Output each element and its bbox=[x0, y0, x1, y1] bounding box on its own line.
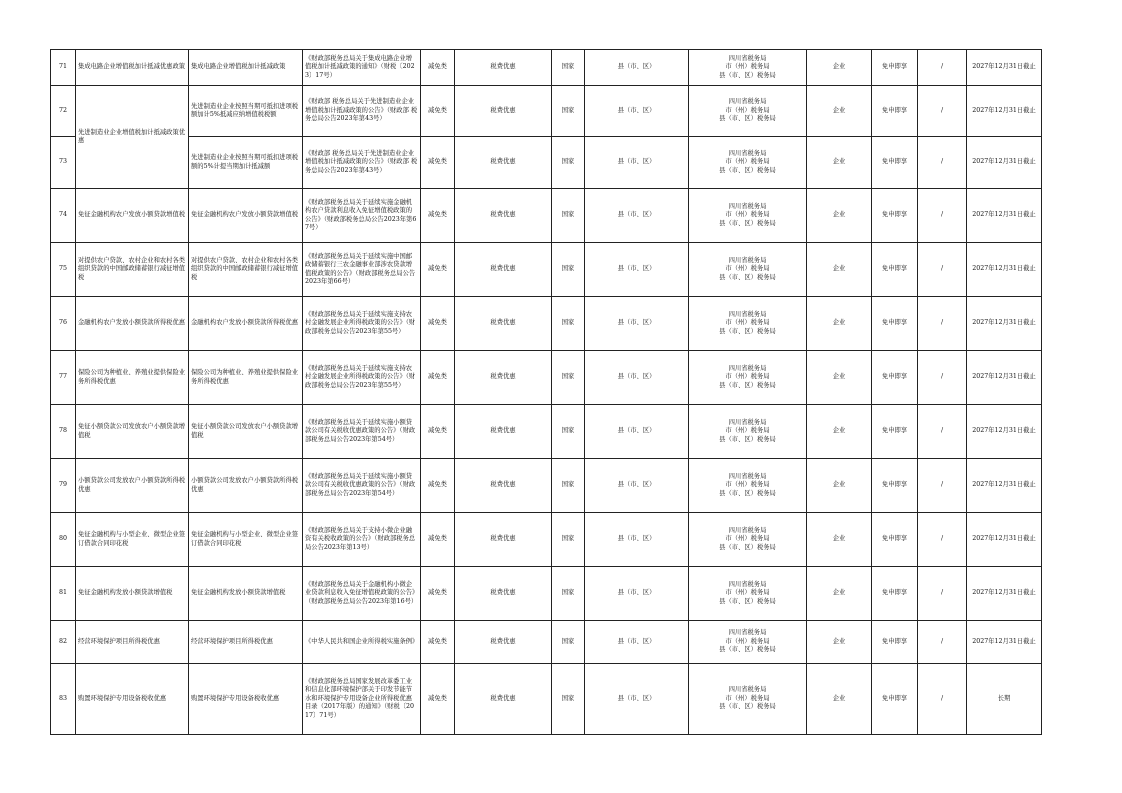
policy-basis-cell: 《财政部税务总局关于延续实施支持农村金融发展企业所得税政策的公告》（财政部税务总局公告2023年第55号） bbox=[303, 297, 421, 351]
target-group-cell: 企业 bbox=[807, 243, 872, 297]
project-name-cell: 金融机构农户发放小额贷款所得税优惠 bbox=[76, 297, 189, 351]
amount-cell: / bbox=[918, 405, 967, 459]
sub-item-cell: 对提供农户贷款、农村企业和农村各类组织贷款的中国邮政储蓄银行减征增值税 bbox=[189, 243, 303, 297]
table-row bbox=[51, 137, 1042, 189]
policy-basis-cell: 《财政部税务总局国家发展改革委工业和信息化部环境保护部关于印发节能节水和环境保护专用设备企业所得税优惠目录（2017年版）的通知》（财税〔2017〕71号） bbox=[303, 664, 421, 735]
handling-mode-cell: 免申即享 bbox=[872, 664, 918, 735]
authority-cell: 四川省税务局 市（州）税务局 县（市、区）税务局 bbox=[689, 567, 807, 621]
authority-cell: 四川省税务局 市（州）税务局 县（市、区）税务局 bbox=[689, 243, 807, 297]
policy-type-cell: 减免类 bbox=[421, 189, 455, 243]
region-level-cell: 县（市、区） bbox=[585, 513, 689, 567]
region-level-cell: 县（市、区） bbox=[585, 137, 689, 189]
sub-item-cell: 集成电路企业增值税加计抵减政策 bbox=[189, 50, 303, 86]
policy-level-cell: 国家 bbox=[552, 137, 585, 189]
policy-level-cell: 国家 bbox=[552, 621, 585, 664]
project-name-cell: 保险公司为种植业、养殖业提供保险业务所得税优惠 bbox=[76, 351, 189, 405]
target-group-cell: 企业 bbox=[807, 50, 872, 86]
policy-basis-cell: 《中华人民共和国企业所得税实施条例》 bbox=[303, 621, 421, 664]
row-number-cell: 78 bbox=[51, 405, 76, 459]
region-level-cell: 县（市、区） bbox=[585, 86, 689, 137]
row-number-cell: 74 bbox=[51, 189, 76, 243]
sub-item-cell: 免征金融机构发放小额贷款增值税 bbox=[189, 567, 303, 621]
project-name-cell: 购置环境保护专用设备税收优惠 bbox=[76, 664, 189, 735]
project-name-cell: 免征金融机构与小型企业、微型企业签订借款合同印花税 bbox=[76, 513, 189, 567]
row-number-cell: 83 bbox=[51, 664, 76, 735]
policy-category-cell: 税费优惠 bbox=[455, 664, 552, 735]
policy-category-cell: 税费优惠 bbox=[455, 621, 552, 664]
policy-level-cell: 国家 bbox=[552, 86, 585, 137]
sub-item-cell: 先进制造业企业按照当期可抵扣进项税额的5%计提当期加计抵减额 bbox=[189, 137, 303, 189]
handling-mode-cell: 免申即享 bbox=[872, 297, 918, 351]
policy-type-cell: 减免类 bbox=[421, 664, 455, 735]
sub-item-cell: 金融机构农户发放小额贷款所得税优惠 bbox=[189, 297, 303, 351]
amount-cell: / bbox=[918, 351, 967, 405]
policy-category-cell: 税费优惠 bbox=[455, 297, 552, 351]
authority-cell: 四川省税务局 市（州）税务局 县（市、区）税务局 bbox=[689, 137, 807, 189]
sub-item-cell: 免征金融机构与小型企业、微型企业签订借款合同印花税 bbox=[189, 513, 303, 567]
policy-basis-cell: 《财政部 税务总局关于先进制造业企业增值税加计抵减政策的公告》（财政部 税务总局公告2023年第43号） bbox=[303, 86, 421, 137]
policy-table bbox=[50, 49, 1042, 735]
target-group-cell: 企业 bbox=[807, 137, 872, 189]
row-number-cell: 82 bbox=[51, 621, 76, 664]
sub-item-cell: 免征金融机构农户发放小额贷款增值税 bbox=[189, 189, 303, 243]
region-level-cell: 县（市、区） bbox=[585, 664, 689, 735]
handling-mode-cell: 免申即享 bbox=[872, 50, 918, 86]
policy-type-cell: 减免类 bbox=[421, 137, 455, 189]
project-name-cell: 免征小额贷款公司发放农户小额贷款增值税 bbox=[76, 405, 189, 459]
policy-category-cell: 税费优惠 bbox=[455, 50, 552, 86]
policy-type-cell: 减免类 bbox=[421, 50, 455, 86]
amount-cell: / bbox=[918, 664, 967, 735]
deadline-cell: 2027年12月31日截止 bbox=[967, 297, 1042, 351]
sub-item-cell: 先进制造业企业按照当期可抵扣进项税额加计5%抵减应纳增值税税额 bbox=[189, 86, 303, 137]
target-group-cell: 企业 bbox=[807, 189, 872, 243]
authority-cell: 四川省税务局 市（州）税务局 县（市、区）税务局 bbox=[689, 50, 807, 86]
target-group-cell: 企业 bbox=[807, 405, 872, 459]
region-level-cell: 县（市、区） bbox=[585, 459, 689, 513]
table-body bbox=[51, 50, 1042, 735]
deadline-cell: 长期 bbox=[967, 664, 1042, 735]
row-number-cell: 79 bbox=[51, 459, 76, 513]
handling-mode-cell: 免申即享 bbox=[872, 513, 918, 567]
deadline-cell: 2027年12月31日截止 bbox=[967, 405, 1042, 459]
table-row bbox=[51, 621, 1042, 664]
policy-type-cell: 减免类 bbox=[421, 405, 455, 459]
authority-cell: 四川省税务局 市（州）税务局 县（市、区）税务局 bbox=[689, 297, 807, 351]
policy-level-cell: 国家 bbox=[552, 189, 585, 243]
row-number-cell: 73 bbox=[51, 137, 76, 189]
amount-cell: / bbox=[918, 243, 967, 297]
sub-item-cell: 免征小额贷款公司发放农户小额贷款增值税 bbox=[189, 405, 303, 459]
amount-cell: / bbox=[918, 86, 967, 137]
row-number-cell: 80 bbox=[51, 513, 76, 567]
authority-cell: 四川省税务局 市（州）税务局 县（市、区）税务局 bbox=[689, 459, 807, 513]
policy-type-cell: 减免类 bbox=[421, 351, 455, 405]
authority-cell: 四川省税务局 市（州）税务局 县（市、区）税务局 bbox=[689, 513, 807, 567]
handling-mode-cell: 免申即享 bbox=[872, 405, 918, 459]
project-name-cell: 小额贷款公司发放农户小额贷款所得税优惠 bbox=[76, 459, 189, 513]
row-number-cell: 77 bbox=[51, 351, 76, 405]
policy-category-cell: 税费优惠 bbox=[455, 86, 552, 137]
policy-level-cell: 国家 bbox=[552, 513, 585, 567]
handling-mode-cell: 免申即享 bbox=[872, 86, 918, 137]
amount-cell: / bbox=[918, 50, 967, 86]
policy-basis-cell: 《财政部税务总局关于延续实施金融机构农户贷款利息收入免征增值税政策的公告》（财政部税务总局公告2023年第67号） bbox=[303, 189, 421, 243]
table-row bbox=[51, 189, 1042, 243]
policy-category-cell: 税费优惠 bbox=[455, 189, 552, 243]
table-row bbox=[51, 459, 1042, 513]
authority-cell: 四川省税务局 市（州）税务局 县（市、区）税务局 bbox=[689, 189, 807, 243]
deadline-cell: 2027年12月31日截止 bbox=[967, 621, 1042, 664]
target-group-cell: 企业 bbox=[807, 459, 872, 513]
table-row bbox=[51, 86, 1042, 137]
target-group-cell: 企业 bbox=[807, 86, 872, 137]
policy-category-cell: 税费优惠 bbox=[455, 243, 552, 297]
table-row bbox=[51, 351, 1042, 405]
policy-level-cell: 国家 bbox=[552, 405, 585, 459]
amount-cell: / bbox=[918, 621, 967, 664]
policy-level-cell: 国家 bbox=[552, 567, 585, 621]
region-level-cell: 县（市、区） bbox=[585, 567, 689, 621]
target-group-cell: 企业 bbox=[807, 567, 872, 621]
project-name-cell: 先进制造业企业增值税加计抵减政策优惠 bbox=[76, 86, 189, 189]
row-number-cell: 72 bbox=[51, 86, 76, 137]
authority-cell: 四川省税务局 市（州）税务局 县（市、区）税务局 bbox=[689, 86, 807, 137]
region-level-cell: 县（市、区） bbox=[585, 189, 689, 243]
policy-type-cell: 减免类 bbox=[421, 459, 455, 513]
target-group-cell: 企业 bbox=[807, 513, 872, 567]
table-row bbox=[51, 567, 1042, 621]
region-level-cell: 县（市、区） bbox=[585, 297, 689, 351]
amount-cell: / bbox=[918, 189, 967, 243]
region-level-cell: 县（市、区） bbox=[585, 405, 689, 459]
target-group-cell: 企业 bbox=[807, 621, 872, 664]
deadline-cell: 2027年12月31日截止 bbox=[967, 459, 1042, 513]
policy-basis-cell: 《财政部税务总局关于支持小微企业融资有关税收政策的公告》（财政部税务总局公告2023年第13号） bbox=[303, 513, 421, 567]
policy-level-cell: 国家 bbox=[552, 459, 585, 513]
table-row bbox=[51, 664, 1042, 735]
authority-cell: 四川省税务局 市（州）税务局 县（市、区）税务局 bbox=[689, 405, 807, 459]
policy-basis-cell: 《财政部税务总局关于延续实施小额贷款公司有关税收优惠政策的公告》（财政部税务总局公告2023年第54号） bbox=[303, 405, 421, 459]
region-level-cell: 县（市、区） bbox=[585, 243, 689, 297]
project-name-cell: 免征金融机构农户发放小额贷款增值税 bbox=[76, 189, 189, 243]
project-name-cell: 集成电路企业增值税加计抵减优惠政策 bbox=[76, 50, 189, 86]
amount-cell: / bbox=[918, 459, 967, 513]
policy-basis-cell: 《财政部税务总局关于延续实施支持农村金融发展企业所得税政策的公告》（财政部税务总局公告2023年第55号） bbox=[303, 351, 421, 405]
policy-level-cell: 国家 bbox=[552, 351, 585, 405]
row-number-cell: 81 bbox=[51, 567, 76, 621]
policy-basis-cell: 《财政部税务总局关于集成电路企业增值税加计抵减政策的通知》（财税〔2023〕17号） bbox=[303, 50, 421, 86]
sub-item-cell: 保险公司为种植业、养殖业提供保险业务所得税优惠 bbox=[189, 351, 303, 405]
policy-level-cell: 国家 bbox=[552, 50, 585, 86]
handling-mode-cell: 免申即享 bbox=[872, 459, 918, 513]
row-number-cell: 71 bbox=[51, 50, 76, 86]
deadline-cell: 2027年12月31日截止 bbox=[967, 137, 1042, 189]
project-name-cell: 对提供农户贷款、农村企业和农村各类组织贷款的中国邮政储蓄银行减征增值税 bbox=[76, 243, 189, 297]
sub-item-cell: 购置环境保护专用设备税收优惠 bbox=[189, 664, 303, 735]
handling-mode-cell: 免申即享 bbox=[872, 189, 918, 243]
policy-category-cell: 税费优惠 bbox=[455, 405, 552, 459]
deadline-cell: 2027年12月31日截止 bbox=[967, 351, 1042, 405]
project-name-cell: 免征金融机构发放小额贷款增值税 bbox=[76, 567, 189, 621]
region-level-cell: 县（市、区） bbox=[585, 621, 689, 664]
policy-level-cell: 国家 bbox=[552, 243, 585, 297]
project-name-cell: 经营环境保护项目所得税优惠 bbox=[76, 621, 189, 664]
row-number-cell: 76 bbox=[51, 297, 76, 351]
deadline-cell: 2027年12月31日截止 bbox=[967, 243, 1042, 297]
amount-cell: / bbox=[918, 513, 967, 567]
handling-mode-cell: 免申即享 bbox=[872, 621, 918, 664]
table-row bbox=[51, 50, 1042, 86]
authority-cell: 四川省税务局 市（州）税务局 县（市、区）税务局 bbox=[689, 664, 807, 735]
policy-category-cell: 税费优惠 bbox=[455, 567, 552, 621]
sub-item-cell: 小额贷款公司发放农户小额贷款所得税优惠 bbox=[189, 459, 303, 513]
authority-cell: 四川省税务局 市（州）税务局 县（市、区）税务局 bbox=[689, 351, 807, 405]
region-level-cell: 县（市、区） bbox=[585, 351, 689, 405]
policy-basis-cell: 《财政部税务总局关于延续实施中国邮政储蓄银行三农金融事业部涉农贷款增值税政策的公告》（财政部税务总局公告2023年第66号） bbox=[303, 243, 421, 297]
table-row bbox=[51, 513, 1042, 567]
sub-item-cell: 经营环境保护项目所得税优惠 bbox=[189, 621, 303, 664]
policy-basis-cell: 《财政部税务总局关于延续实施小额贷款公司有关税收优惠政策的公告》（财政部税务总局公告2023年第54号） bbox=[303, 459, 421, 513]
policy-basis-cell: 《财政部税务总局关于金融机构小微企业贷款利息收入免征增值税政策的公告》（财政部税务总局公告2023年第16号） bbox=[303, 567, 421, 621]
policy-category-cell: 税费优惠 bbox=[455, 513, 552, 567]
amount-cell: / bbox=[918, 297, 967, 351]
authority-cell: 四川省税务局 市（州）税务局 县（市、区）税务局 bbox=[689, 621, 807, 664]
table-row bbox=[51, 243, 1042, 297]
handling-mode-cell: 免申即享 bbox=[872, 137, 918, 189]
policy-basis-cell: 《财政部 税务总局关于先进制造业企业增值税加计抵减政策的公告》（财政部 税务总局公告2023年第43号） bbox=[303, 137, 421, 189]
table-row bbox=[51, 405, 1042, 459]
target-group-cell: 企业 bbox=[807, 297, 872, 351]
policy-category-cell: 税费优惠 bbox=[455, 351, 552, 405]
handling-mode-cell: 免申即享 bbox=[872, 351, 918, 405]
handling-mode-cell: 免申即享 bbox=[872, 243, 918, 297]
policy-category-cell: 税费优惠 bbox=[455, 137, 552, 189]
policy-type-cell: 减免类 bbox=[421, 86, 455, 137]
policy-type-cell: 减免类 bbox=[421, 513, 455, 567]
target-group-cell: 企业 bbox=[807, 664, 872, 735]
amount-cell: / bbox=[918, 137, 967, 189]
policy-level-cell: 国家 bbox=[552, 297, 585, 351]
deadline-cell: 2027年12月31日截止 bbox=[967, 50, 1042, 86]
amount-cell: / bbox=[918, 567, 967, 621]
row-number-cell: 75 bbox=[51, 243, 76, 297]
policy-category-cell: 税费优惠 bbox=[455, 459, 552, 513]
deadline-cell: 2027年12月31日截止 bbox=[967, 567, 1042, 621]
policy-level-cell: 国家 bbox=[552, 664, 585, 735]
region-level-cell: 县（市、区） bbox=[585, 50, 689, 86]
policy-type-cell: 减免类 bbox=[421, 297, 455, 351]
policy-type-cell: 减免类 bbox=[421, 621, 455, 664]
deadline-cell: 2027年12月31日截止 bbox=[967, 513, 1042, 567]
policy-type-cell: 减免类 bbox=[421, 243, 455, 297]
handling-mode-cell: 免申即享 bbox=[872, 567, 918, 621]
deadline-cell: 2027年12月31日截止 bbox=[967, 189, 1042, 243]
deadline-cell: 2027年12月31日截止 bbox=[967, 86, 1042, 137]
table-row bbox=[51, 297, 1042, 351]
policy-type-cell: 减免类 bbox=[421, 567, 455, 621]
target-group-cell: 企业 bbox=[807, 351, 872, 405]
